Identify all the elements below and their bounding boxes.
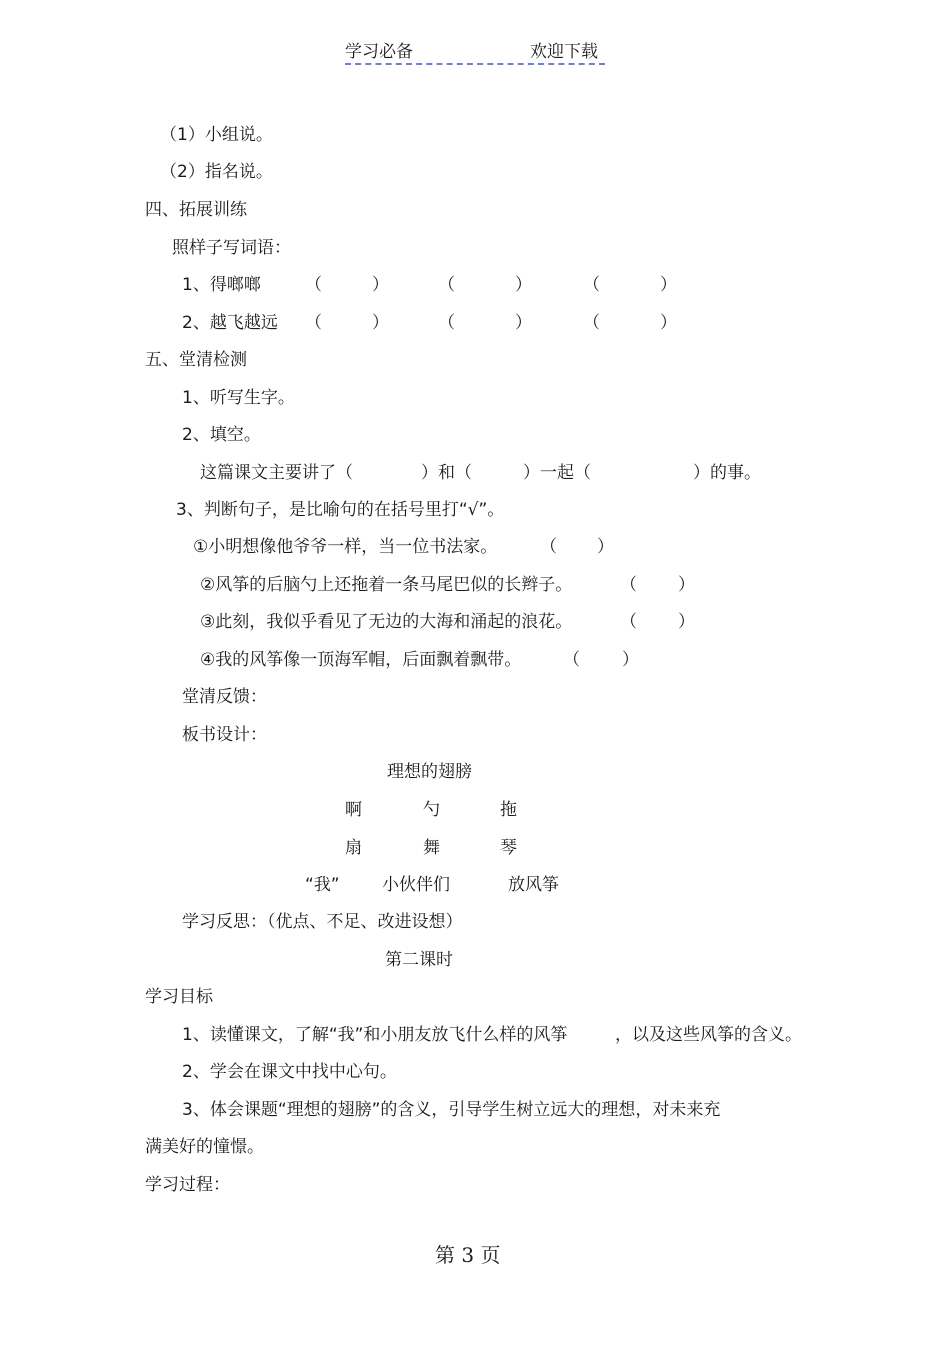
feedback-label: 堂清反馈： — [182, 687, 267, 707]
board-char: 舞 — [423, 838, 440, 858]
judge-sentence: ②风筝的后脑勺上还拖着一条马尾巴似的长辫子。 — [200, 575, 573, 595]
blank-close: ） — [660, 275, 677, 295]
judge-sentence: ④我的风筝像一顶海军帽，后面飘着飘带。 — [200, 650, 522, 670]
goal-item-cont: 满美好的憧憬。 — [145, 1137, 264, 1157]
section-heading: 学习目标 — [145, 987, 213, 1007]
board-char: 勺 — [423, 800, 440, 820]
section-heading: 五、堂清检测 — [145, 350, 247, 370]
lesson-title: 第二课时 — [385, 950, 453, 970]
header-left: 学习必备 — [345, 42, 413, 62]
blank-open: （ — [305, 275, 322, 295]
blank-close: ） — [678, 575, 695, 595]
exercise-item: 2、越飞越远 — [182, 313, 278, 333]
board-char: 扇 — [345, 838, 362, 858]
reflection-label: 学习反思：（优点、不足、改进设想） — [182, 912, 463, 932]
blank-open: （ — [620, 612, 637, 632]
step-line: （2）指名说。 — [160, 162, 273, 182]
section-heading: 四、拓展训练 — [145, 200, 247, 220]
board-char: 拖 — [500, 800, 517, 820]
board-label: 板书设计： — [182, 725, 267, 745]
step-line: （1）小组说。 — [160, 125, 273, 145]
goal-item: 2、学会在课文中找中心句。 — [182, 1062, 397, 1082]
blank-close: ） — [515, 275, 532, 295]
blank-open: （ — [563, 650, 580, 670]
blank-open: （ — [438, 275, 455, 295]
judge-sentence: ③此刻，我似乎看见了无边的大海和涌起的浪花。 — [200, 612, 573, 632]
board-title: 理想的翅膀 — [387, 762, 472, 782]
exercise-item: 1、得啷啷 — [182, 275, 261, 295]
blank-open: （ — [620, 575, 637, 595]
board-char: 啊 — [345, 800, 362, 820]
section-heading: 学习过程： — [145, 1175, 230, 1195]
board-term: “我” — [305, 875, 340, 895]
instruction-line: 照样子写词语： — [172, 238, 291, 258]
blank-open: （ — [583, 313, 600, 333]
blank-close: ） — [660, 313, 677, 333]
blank-open: （ — [583, 275, 600, 295]
test-item: 2、填空。 — [182, 425, 261, 445]
blank-open: （ — [438, 313, 455, 333]
board-char: 琴 — [500, 838, 517, 858]
judge-sentence: ①小明想像他爷爷一样，当一位书法家。 — [193, 537, 498, 557]
blank-close: ） — [372, 275, 389, 295]
test-item: 3、判断句子，是比喻句的在括号里打“√”。 — [176, 500, 505, 520]
fill-in-sentence: 这篇课文主要讲了（ ）和（ ）一起（ ）的事。 — [200, 463, 761, 483]
blank-close: ） — [372, 313, 389, 333]
blank-open: （ — [305, 313, 322, 333]
goal-item-cont: ，以及这些风筝的含义。 — [615, 1025, 802, 1045]
header-divider — [345, 63, 605, 65]
header-right: 欢迎下载 — [530, 42, 598, 62]
blank-open: （ — [540, 537, 557, 557]
board-term: 小伙伴们 — [382, 875, 450, 895]
page-number: 第 3 页 — [435, 1243, 501, 1267]
blank-close: ） — [515, 313, 532, 333]
test-item: 1、听写生字。 — [182, 388, 295, 408]
goal-item: 3、体会课题“理想的翅膀”的含义，引导学生树立远大的理想，对未来充 — [182, 1100, 721, 1120]
blank-close: ） — [678, 612, 695, 632]
board-term: 放风筝 — [508, 875, 559, 895]
blank-close: ） — [597, 537, 614, 557]
blank-close: ） — [622, 650, 639, 670]
goal-item: 1、读懂课文，了解“我”和小朋友放飞什么样的风筝 — [182, 1025, 568, 1045]
